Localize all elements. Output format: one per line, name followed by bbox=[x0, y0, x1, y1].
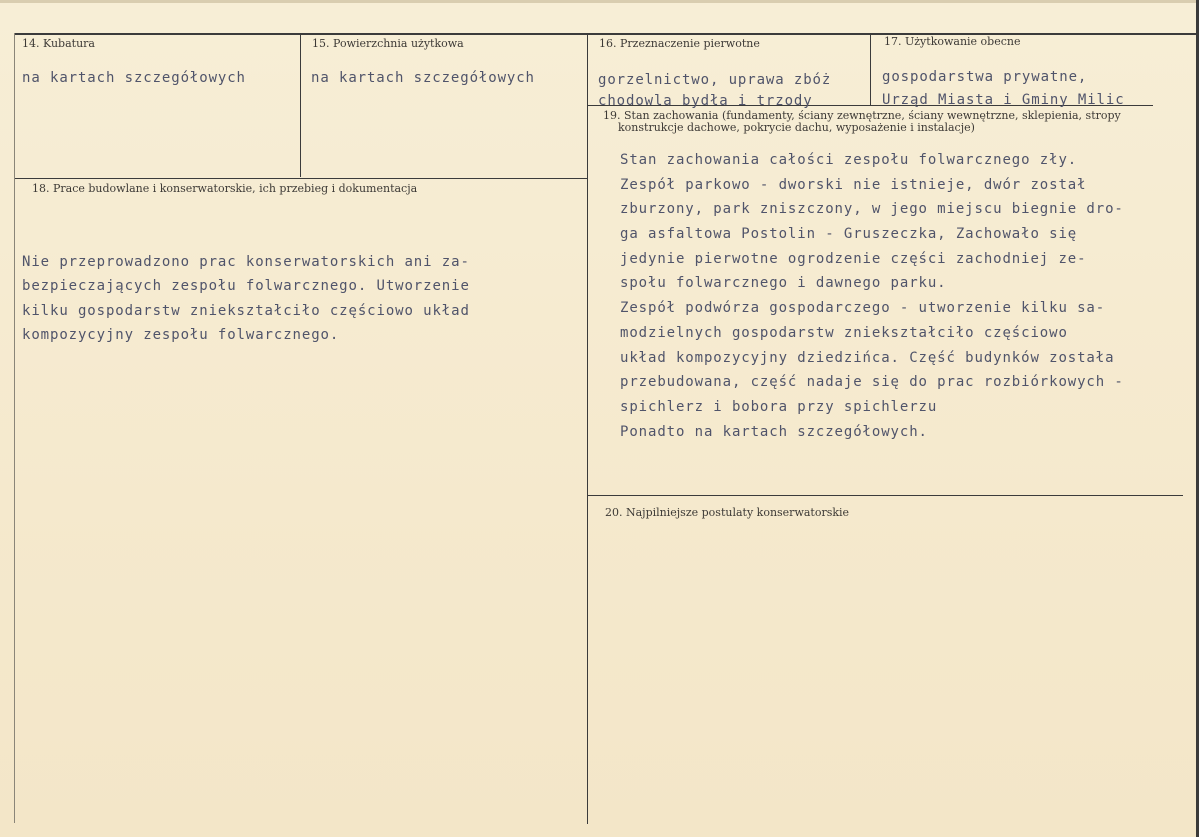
row-divider-18 bbox=[15, 178, 587, 179]
sheet-top-edge bbox=[0, 0, 1199, 3]
field-17-line: gospodarstwa prywatne, bbox=[882, 69, 1088, 85]
field-19-line: ga asfaltowa Postolin - Gruszeczka, Zachowało się bbox=[620, 226, 1078, 243]
field-19-line: zburzony, park zniszczony, w jego miejscu biegnie dro- bbox=[620, 201, 1124, 218]
field-18-label: 18. Prace budowlane i konserwatorskie, ich przebieg i dokumentacja bbox=[32, 182, 418, 195]
divider-14-15 bbox=[300, 34, 301, 177]
field-19-label-line1: 19. Stan zachowania (fundamenty, ściany zewnętrzne, ściany wewnętrzne, sklepienia, stropy bbox=[603, 109, 1121, 122]
field-15-label: 15. Powierzchnia użytkowa bbox=[312, 37, 464, 50]
field-19-text bbox=[620, 148, 1124, 444]
field-15-value: na kartach szczegółowych bbox=[311, 70, 535, 86]
field-19-line: Zespół podwórza gospodarczego - utworzenie kilku sa- bbox=[620, 300, 1106, 317]
field-18-text bbox=[22, 250, 470, 347]
field-18-line: kilku gospodarstw zniekształciło częściowo układ bbox=[22, 302, 470, 319]
field-19-line: społu folwarcznego i dawnego parku. bbox=[620, 275, 947, 292]
field-19-label-line2: konstrukcje dachowe, pokrycie dachu, wyposażenie i instalacje) bbox=[618, 121, 975, 134]
left-border-line bbox=[14, 33, 15, 823]
field-19-line: spichlerz i bobora przy spichlerzu bbox=[620, 398, 938, 415]
field-19-line: układ kompozycyjny dziedzińca. Część budynków została bbox=[620, 349, 1115, 366]
field-18-line: kompozycyjny zespołu folwarcznego. bbox=[22, 326, 340, 343]
field-14-label: 14. Kubatura bbox=[22, 37, 95, 50]
field-19-line: Ponadto na kartach szczegółowych. bbox=[620, 423, 928, 440]
row-divider-20 bbox=[588, 495, 1183, 496]
field-19-line: jedynie pierwotne ogrodzenie części zachodniej ze- bbox=[620, 250, 1087, 267]
field-16-line: gorzelnictwo, uprawa zbóż bbox=[598, 72, 832, 88]
field-20-label: 20. Najpilniejsze postulaty konserwatorskie bbox=[605, 506, 850, 519]
field-16-label: 16. Przeznaczenie pierwotne bbox=[599, 37, 760, 50]
field-19-line: modzielnych gospodarstw zniekształciło częściowo bbox=[620, 324, 1068, 341]
field-17-label: 17. Użytkowanie obecne bbox=[884, 35, 1021, 48]
field-16-line: chodowla bydła i trzody bbox=[598, 93, 813, 109]
field-18-line: Nie przeprowadzono prac konserwatorskich ani za- bbox=[22, 254, 470, 270]
divider-16-17 bbox=[870, 34, 871, 106]
field-19-line: Zespół parkowo - dworski nie istnieje, dwór został bbox=[620, 176, 1087, 193]
field-18-line: bezpieczających zespołu folwarcznego. Utworzenie bbox=[22, 278, 470, 295]
field-14-value: na kartach szczegółowych bbox=[22, 70, 246, 86]
field-19-line: Stan zachowania całości zespołu folwarcznego zły. bbox=[620, 152, 1078, 168]
field-17-line: Urząd Miasta i Gminy Milic bbox=[882, 92, 1125, 108]
field-19-line: przebudowana, część nadaje się do prac rozbiórkowych - bbox=[620, 374, 1124, 391]
divider-15-16 bbox=[587, 34, 588, 824]
